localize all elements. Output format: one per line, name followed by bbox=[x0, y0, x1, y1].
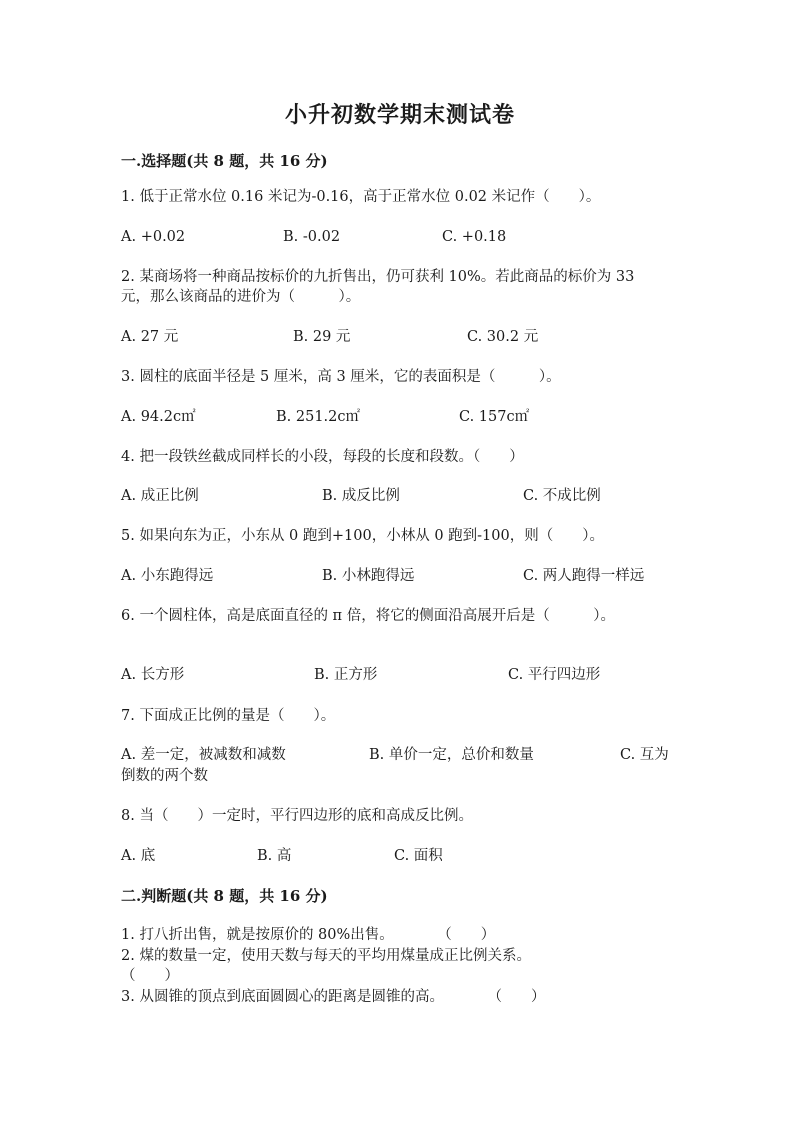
option-c: C. 平行四边形 bbox=[508, 667, 601, 683]
judgement-item-2: 2. 煤的数量一定，使用天数与每天的平均用煤量成正比例关系。 bbox=[121, 948, 531, 964]
option-a: A. 27 元 bbox=[121, 329, 179, 345]
option-b: B. 正方形 bbox=[314, 667, 378, 683]
section-heading-choice: 一.选择题(共 8 题，共 16 分) bbox=[121, 152, 328, 170]
options-5 bbox=[121, 566, 681, 586]
option-b: B. 单价一定，总价和数量 bbox=[369, 747, 534, 763]
option-a: A. +0.02 bbox=[121, 229, 186, 245]
option-a: A. 94.2c㎡ bbox=[121, 409, 196, 425]
option-b: B. -0.02 bbox=[283, 229, 341, 245]
option-a: A. 底 bbox=[121, 848, 156, 864]
option-c: C. 互为 bbox=[620, 747, 669, 763]
options-3 bbox=[121, 407, 681, 427]
judgement-item-3: 3. 从圆锥的顶点到底面圆圆心的距离是圆锥的高。 （ ） bbox=[121, 989, 546, 1005]
option-b: B. 251.2c㎡ bbox=[276, 409, 361, 425]
question-4: 4. 把一段铁丝截成同样长的小段，每段的长度和段数。（ ） bbox=[121, 449, 524, 465]
option-c: C. +0.18 bbox=[442, 229, 507, 245]
judgement-item-2-continuation: （ ） bbox=[121, 968, 179, 984]
page-title: 小升初数学期末测试卷 bbox=[284, 102, 515, 128]
question-3: 3. 圆柱的底面半径是 5 厘米，高 3 厘米，它的表面积是（ ）。 bbox=[121, 369, 561, 385]
options-7 bbox=[121, 745, 681, 765]
option-b: B. 29 元 bbox=[293, 329, 351, 345]
option-b: B. 高 bbox=[257, 848, 292, 864]
option-c: C. 30.2 元 bbox=[467, 329, 539, 345]
options-1 bbox=[121, 227, 681, 247]
options-8 bbox=[121, 846, 681, 866]
option-c-continuation: 倒数的两个数 bbox=[121, 768, 208, 784]
option-a: A. 成正比例 bbox=[121, 488, 199, 504]
option-a: A. 长方形 bbox=[121, 667, 185, 683]
question-5: 5. 如果向东为正，小东从 0 跑到+100，小林从 0 跑到-100，则（ ）。 bbox=[121, 528, 604, 544]
judgement-item-1: 1. 打八折出售，就是按原价的 80%出售。 （ ） bbox=[121, 927, 496, 943]
option-b: B. 成反比例 bbox=[322, 488, 400, 504]
question-8: 8. 当（ ）一定时，平行四边形的底和高成反比例。 bbox=[121, 808, 473, 824]
options-6 bbox=[121, 665, 681, 685]
option-c: C. 面积 bbox=[394, 848, 443, 864]
section-heading-judgement: 二.判断题(共 8 题，共 16 分) bbox=[121, 887, 328, 905]
option-a: A. 差一定，被减数和减数 bbox=[121, 747, 286, 763]
option-c: C. 两人跑得一样远 bbox=[523, 568, 645, 584]
question-7: 7. 下面成正比例的量是（ ）。 bbox=[121, 708, 336, 724]
options-4 bbox=[121, 486, 681, 506]
options-2 bbox=[121, 327, 681, 347]
option-a: A. 小东跑得远 bbox=[121, 568, 214, 584]
option-c: C. 不成比例 bbox=[523, 488, 601, 504]
option-c: C. 157c㎡ bbox=[459, 409, 530, 425]
option-b: B. 小林跑得远 bbox=[322, 568, 415, 584]
question-1: 1. 低于正常水位 0.16 米记为-0.16，高于正常水位 0.02 米记作（ ）。 bbox=[121, 189, 601, 205]
question-2: 2. 某商场将一种商品按标价的九折售出，仍可获利 10%。若此商品的标价为 33 元，那么该商品的进价为（ ）。 bbox=[121, 269, 635, 305]
question-6: 6. 一个圆柱体，高是底面直径的 π 倍，将它的侧面沿高展开后是（ ）。 bbox=[121, 608, 615, 624]
